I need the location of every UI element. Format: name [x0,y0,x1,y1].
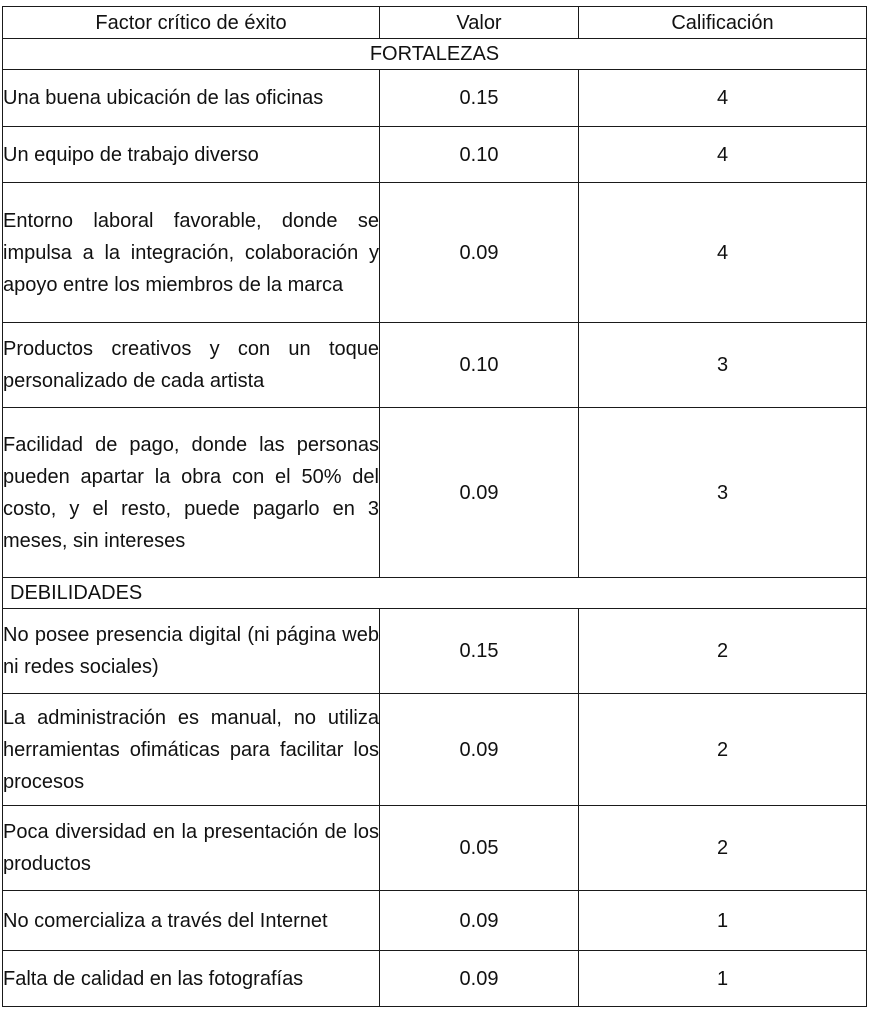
calificacion-cell: 4 [579,183,867,323]
table-row [3,806,867,891]
header-row [3,7,867,39]
calificacion-cell: 4 [579,127,867,183]
table-row [3,694,867,806]
calificacion-cell: 2 [579,806,867,891]
calificacion-cell: 3 [579,408,867,578]
header-valor: Valor [380,7,579,39]
factor-cell: Facilidad de pago, donde las personas pueden apartar la obra con el 50% del costo, y el resto, puede pagarlo en 3 meses, sin intereses [3,408,380,578]
valor-cell: 0.15 [380,609,579,694]
valor-cell: 0.10 [380,323,579,408]
valor-cell: 0.15 [380,70,579,127]
table-row [3,951,867,1007]
header-factor: Factor crítico de éxito [3,7,380,39]
calificacion-cell: 2 [579,609,867,694]
valor-cell: 0.09 [380,891,579,951]
factor-cell: Un equipo de trabajo diverso [3,127,380,183]
valor-cell: 0.05 [380,806,579,891]
table-row [3,891,867,951]
calificacion-cell: 1 [579,891,867,951]
table-row [3,323,867,408]
calificacion-cell: 2 [579,694,867,806]
header-calificacion: Calificación [579,7,867,39]
factor-cell: Poca diversidad en la presentación de los productos [3,806,380,891]
table-row [3,127,867,183]
valor-cell: 0.09 [380,408,579,578]
section-title-debilidades: DEBILIDADES [3,578,867,609]
factor-cell: La administración es manual, no utiliza herramientas ofimáticas para facilitar los procesos [3,694,380,806]
table-row [3,70,867,127]
valor-cell: 0.09 [380,183,579,323]
valor-cell: 0.09 [380,694,579,806]
factor-cell: Entorno laboral favorable, donde se impulsa a la integración, colaboración y apoyo entre los miembros de la marca [3,183,380,323]
section-title-fortalezas: FORTALEZAS [3,39,867,70]
calificacion-cell: 3 [579,323,867,408]
factor-cell: No comercializa a través del Internet [3,891,380,951]
calificacion-cell: 1 [579,951,867,1007]
factor-cell: Productos creativos y con un toque personalizado de cada artista [3,323,380,408]
factor-cell: Falta de calidad en las fotografías [3,951,380,1007]
section-row-debilidades [3,578,867,609]
valor-cell: 0.10 [380,127,579,183]
factor-cell: Una buena ubicación de las oficinas [3,70,380,127]
factor-cell: No posee presencia digital (ni página web ni redes sociales) [3,609,380,694]
section-row-fortalezas [3,39,867,70]
calificacion-cell: 4 [579,70,867,127]
efi-matrix-table [2,6,867,1007]
table-row [3,609,867,694]
table-row [3,183,867,323]
valor-cell: 0.09 [380,951,579,1007]
table-row [3,408,867,578]
